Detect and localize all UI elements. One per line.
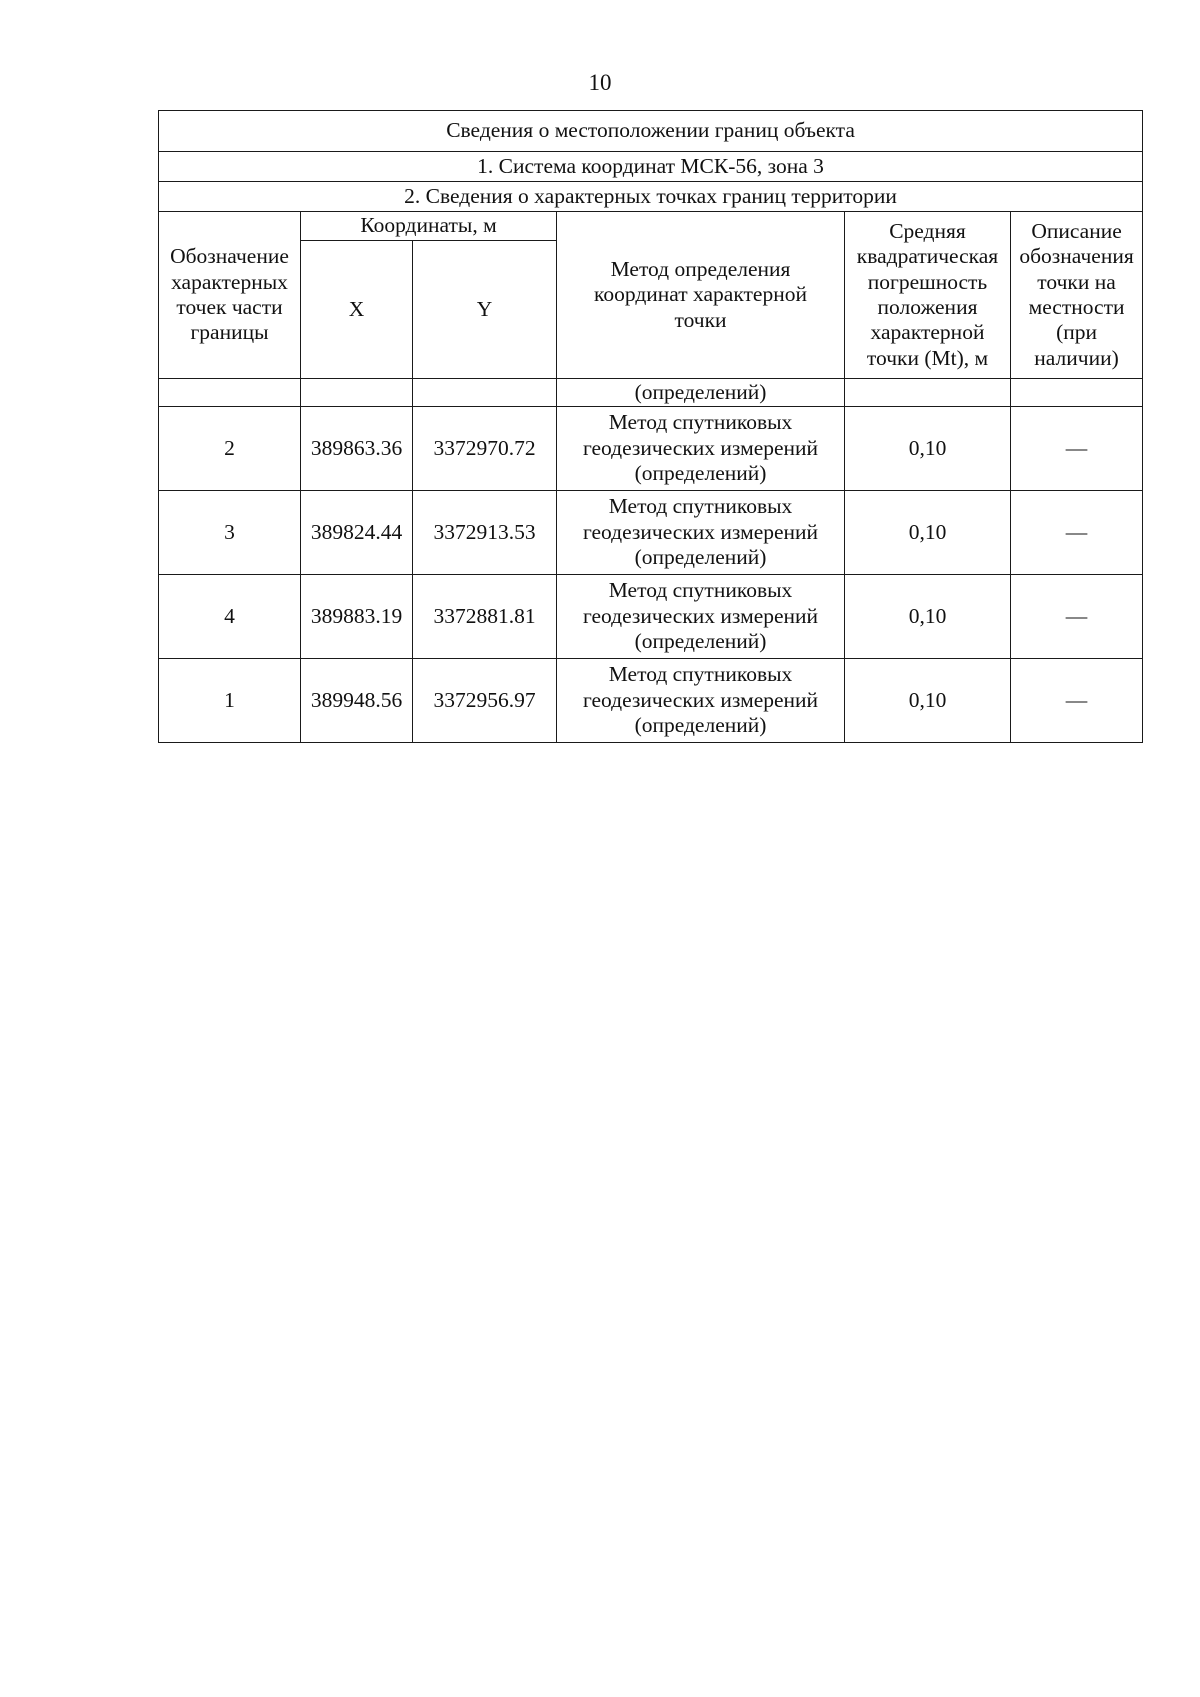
header-description: Описание обозначения точки на местности (при наличии) (1011, 212, 1143, 379)
cell-method: Метод спутниковых геодезических измерений (определений) (557, 491, 845, 575)
cell-error: 0,10 (845, 575, 1011, 659)
cell-method: Метод спутниковых геодезических измерений (определений) (557, 659, 845, 743)
table-row (159, 575, 1143, 659)
cell-point: 3 (159, 491, 301, 575)
header-coordinates: Координаты, м (301, 212, 557, 241)
header-row-top (159, 212, 1143, 241)
cell-error: 0,10 (845, 491, 1011, 575)
header-x: X (301, 241, 413, 379)
cell-empty (159, 379, 301, 407)
cell-description: — (1011, 659, 1143, 743)
coord-system: 1. Система координат МСК-56, зона 3 (159, 152, 1143, 182)
cell-point: 4 (159, 575, 301, 659)
header-method: Метод определения координат характерной точки (557, 212, 845, 379)
table-title-row (159, 111, 1143, 152)
cell-point: 1 (159, 659, 301, 743)
cell-y: 3372881.81 (413, 575, 557, 659)
cell-error: 0,10 (845, 407, 1011, 491)
cell-error: 0,10 (845, 659, 1011, 743)
cell-x: 389824.44 (301, 491, 413, 575)
continuation-row (159, 379, 1143, 407)
table-title: Сведения о местоположении границ объекта (159, 111, 1143, 152)
table-row (159, 407, 1143, 491)
table-row (159, 491, 1143, 575)
cell-x: 389948.56 (301, 659, 413, 743)
cell-point: 2 (159, 407, 301, 491)
cell-y: 3372913.53 (413, 491, 557, 575)
section-title: 2. Сведения о характерных точках границ территории (159, 182, 1143, 212)
cell-empty (845, 379, 1011, 407)
header-error: Средняя квадратическая погрешность положения характерной точки (Mt), м (845, 212, 1011, 379)
cell-description: — (1011, 407, 1143, 491)
section-row (159, 182, 1143, 212)
cell-method: Метод спутниковых геодезических измерений (определений) (557, 407, 845, 491)
cell-x: 389863.36 (301, 407, 413, 491)
cell-empty (413, 379, 557, 407)
cell-method: Метод спутниковых геодезических измерений (определений) (557, 575, 845, 659)
header-y: Y (413, 241, 557, 379)
cell-description: — (1011, 575, 1143, 659)
coord-system-row (159, 152, 1143, 182)
cell-y: 3372970.72 (413, 407, 557, 491)
cell-empty (1011, 379, 1143, 407)
header-point-label: Обозначение характерных точек части границы (159, 212, 301, 379)
continuation-text: (определений) (557, 379, 845, 407)
page-number: 10 (588, 70, 612, 95)
cell-empty (301, 379, 413, 407)
table-row (159, 659, 1143, 743)
cell-y: 3372956.97 (413, 659, 557, 743)
boundary-coordinates-table (158, 110, 1143, 743)
cell-x: 389883.19 (301, 575, 413, 659)
cell-description: — (1011, 491, 1143, 575)
